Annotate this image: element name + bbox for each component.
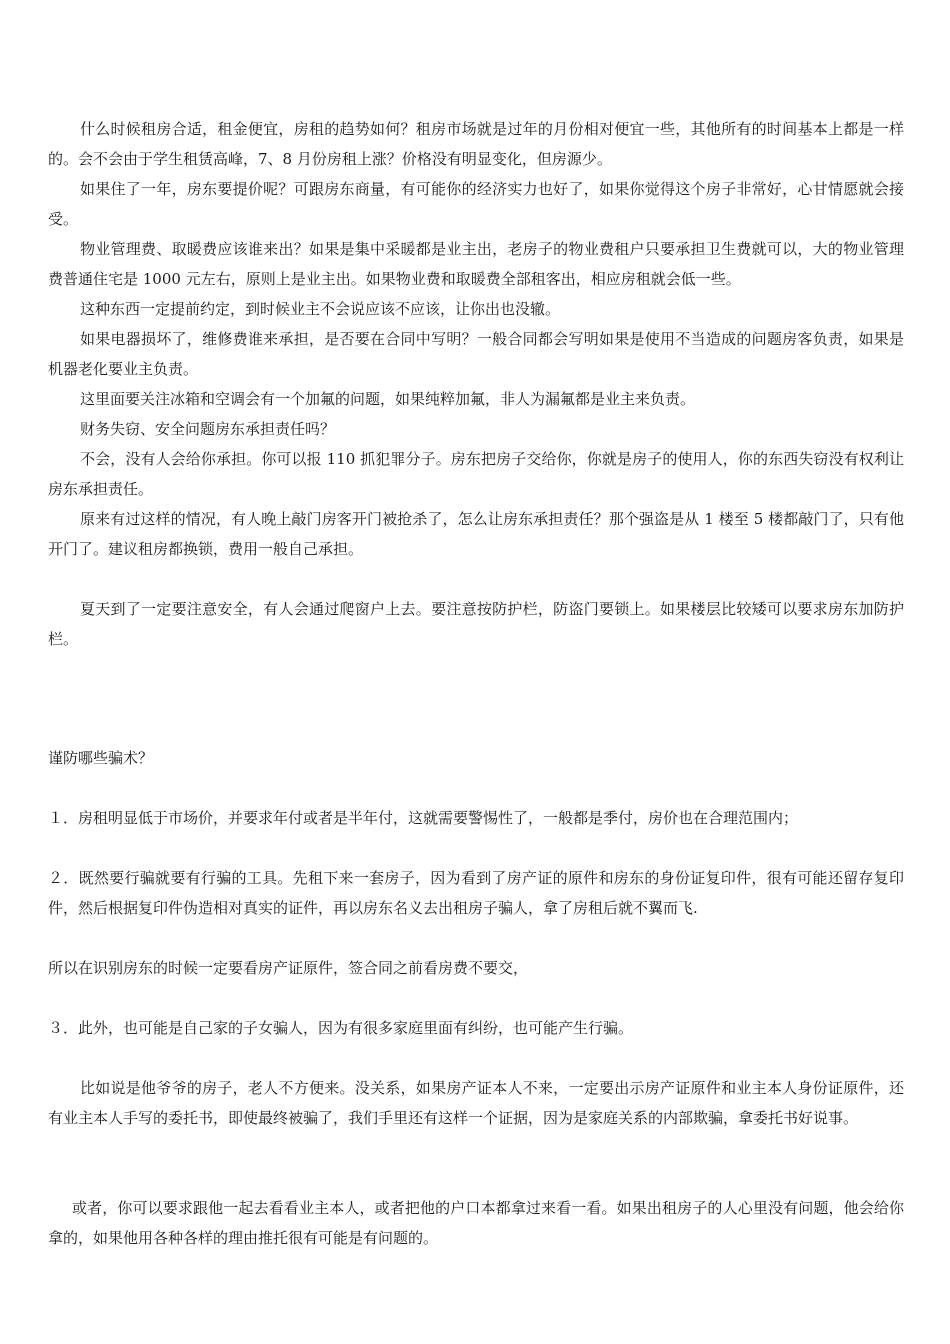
section-heading-scams: 谨防哪些骗术？ bbox=[48, 749, 154, 767]
paragraph-freon: 这里面要关注冰箱和空调会有一个加氟的问题，如果纯粹加氟，非人为漏氟都是业主来负责。 bbox=[80, 390, 696, 408]
paragraph-property-fee: 物业管理费、取暖费应该谁来出？如果是集中采暖都是业主出，老房子的物业费租户只要承担卫生费就可以，大的物业管理费普通住宅是 1000 元左右，原则上是业主出。如果物业费和取暖费全部租客出，相应房租就会低一些。 bbox=[48, 240, 904, 288]
paragraph-check-owner: 或者，你可以要求跟他一起去看看业主本人，或者把他的户口本都拿过来看一看。如果出租房子的人心里没有问题，他会给你拿的，如果他用各种各样的理由推托很有可能是有问题的。 bbox=[48, 1199, 904, 1247]
paragraph-agreement: 这种东西一定提前约定，到时候业主不会说应该不应该，让你出也没辙。 bbox=[80, 300, 561, 318]
paragraph-theft-question: 财务失窃、安全问题房东承担责任吗？ bbox=[80, 420, 336, 438]
list-item-1: １．房租明显低于市场价，并要求年付或者是半年付，这就需要警惕性了，一般都是季付，房价也在合理范围内； bbox=[48, 809, 799, 827]
paragraph-theft-answer: 不会，没有人会给你承担。你可以报 110 抓犯罪分子。房东把房子交给你，你就是房子的使用人，你的东西失窃没有权利让房东承担责任。 bbox=[48, 450, 904, 498]
paragraph-summer-safety: 夏天到了一定要注意安全，有人会通过爬窗户上去。要注意按防护栏，防盗门要锁上。如果楼层比较矮可以要求房东加防护栏。 bbox=[48, 600, 904, 648]
paragraph-robbery-case: 原来有过这样的情况，有人晚上敲门房客开门被抢杀了，怎么让房东承担责任？那个强盗是从 1 楼至 5 楼都敲门了，只有他开门了。建议租房都换锁，费用一般自己承担。 bbox=[48, 510, 904, 558]
list-item-2: ２．既然要行骗就要有行骗的工具。先租下来一套房子，因为看到了房产证的原件和房东的身份证复印件，很有可能还留存复印件，然后根据复印件伪造相对真实的证件，再以房东名义去出租房子骗人，拿了房租后就不翼而飞. bbox=[48, 869, 904, 917]
list-item-3: ３．此外，也可能是自己家的子女骗人，因为有很多家庭里面有纠纷，也可能产生行骗。 bbox=[48, 1019, 634, 1037]
paragraph-family-case: 比如说是他爷爷的房子，老人不方便来。没关系，如果房产证本人不来，一定要出示房产证原件和业主本人身份证原件，还有业主本人手写的委托书，即使最终被骗了，我们手里还有这样一个证据，因为是家庭关系的内部欺骗，拿委托书好说事。 bbox=[48, 1079, 904, 1127]
paragraph-rent-timing: 什么时候租房合适，租金便宜，房租的趋势如何？租房市场就是过年的月份相对便宜一些，其他所有的时间基本上都是一样的。会不会由于学生租赁高峰，7、8 月份房租上涨？价格没有明显变化，但房源少。 bbox=[48, 120, 904, 168]
paragraph-appliance-repair: 如果电器损坏了，维修费谁来承担，是否要在合同中写明？一般合同都会写明如果是使用不当造成的问题房客负责，如果是机器老化要业主负责。 bbox=[48, 330, 904, 378]
paragraph-rent-increase: 如果住了一年，房东要提价呢？可跟房东商量，有可能你的经济实力也好了，如果你觉得这个房子非常好，心甘情愿就会接受。 bbox=[48, 180, 904, 228]
paragraph-verify-landlord: 所以在识别房东的时候一定要看房产证原件，签合同之前看房费不要交， bbox=[48, 959, 529, 977]
